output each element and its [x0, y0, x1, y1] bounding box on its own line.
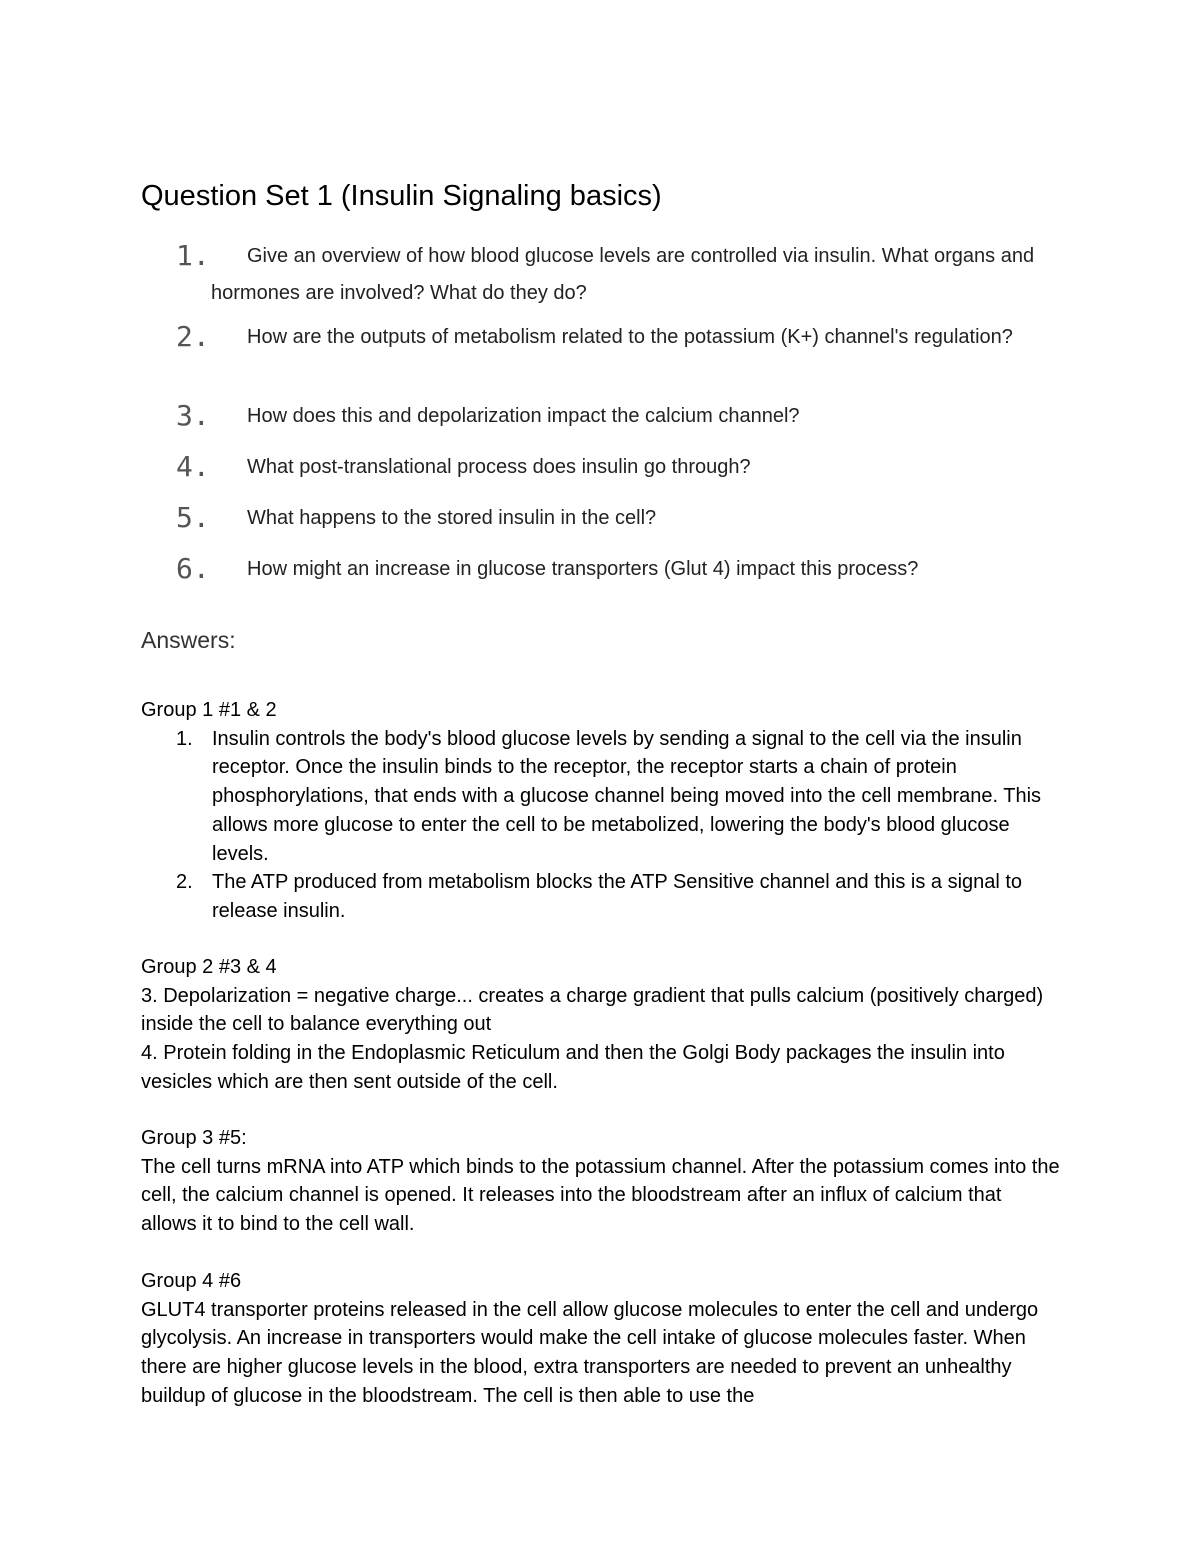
group-4-heading: Group 4 #6: [141, 1270, 242, 1292]
answers-heading: Answers:: [141, 627, 236, 653]
question-number: 2.: [176, 320, 210, 353]
answer-text: The ATP produced from metabolism blocks the ATP Sensitive channel and this is a signal to release insulin.: [212, 871, 1023, 922]
group-1-answers: [141, 696, 1061, 926]
group-2-answer-4: 4. Protein folding in the Endoplasmic Reticulum and then the Golgi Body packages the insulin into vesicles which are then sent outside of the cell.: [141, 1042, 1005, 1093]
answer-number: 2.: [176, 871, 193, 894]
group-2-heading: Group 2 #3 & 4: [141, 956, 277, 978]
question-number: 6.: [176, 552, 210, 585]
group-2-answers: [141, 953, 1061, 1097]
question-text: Give an overview of how blood glucose levels are controlled via insulin. What organs and hormones are involved? What do they do?: [211, 245, 1035, 304]
group-4-answers: [141, 1267, 1061, 1411]
question-text: What post-translational process does insulin go through?: [247, 456, 751, 478]
question-text: What happens to the stored insulin in the cell?: [247, 507, 657, 529]
question-number: 4.: [176, 450, 210, 483]
question-text: How does this and depolarization impact the calcium channel?: [247, 405, 800, 427]
question-number: 3.: [176, 399, 210, 432]
question-text: How are the outputs of metabolism related to the potassium (K+) channel's regulation?: [247, 326, 1013, 348]
group-2-answer-3: 3. Depolarization = negative charge... creates a charge gradient that pulls calcium (positively charged) inside the cell to balance everything out: [141, 984, 1044, 1036]
group-3-heading: Group 3 #5:: [141, 1127, 247, 1149]
group-1-heading: Group 1 #1 & 2: [141, 699, 277, 721]
answer-number: 1.: [176, 727, 193, 750]
answer-text: Insulin controls the body's blood glucose levels by sending a signal to the cell via the insulin receptor. Once the insulin binds to the receptor, the receptor starts a chain of protein phosphorylations, that ends with a glucose channel being moved into the cell membrane. This allows more glucose to enter the cell to be metabolized, lowering the body's blood glucose levels.: [212, 727, 1042, 865]
question-number: 1.: [176, 239, 210, 272]
group-4-answer: GLUT4 transporter proteins released in the cell allow glucose molecules to enter the cell and undergo glycolysis. An increase in transporters would make the cell intake of glucose molecules faster. When there are higher glucose levels in the blood, extra transporters are needed to prevent an unhealthy buildup of glucose in the bloodstream. The cell is then able to use the: [141, 1298, 1039, 1407]
page-title: Question Set 1 (Insulin Signaling basics): [141, 180, 662, 212]
answer-list-item: [141, 868, 1061, 925]
question-number: 5.: [176, 501, 210, 534]
answer-list-item: [141, 725, 1061, 869]
group-3-answer: The cell turns mRNA into ATP which binds to the potassium channel. After the potassium comes into the cell, the calcium channel is opened. It releases into the bloodstream after an influx of calcium that allows it to bind to the cell wall.: [141, 1155, 1060, 1236]
question-text: How might an increase in glucose transporters (Glut 4) impact this process?: [247, 558, 919, 580]
group-3-answers: [141, 1124, 1061, 1239]
